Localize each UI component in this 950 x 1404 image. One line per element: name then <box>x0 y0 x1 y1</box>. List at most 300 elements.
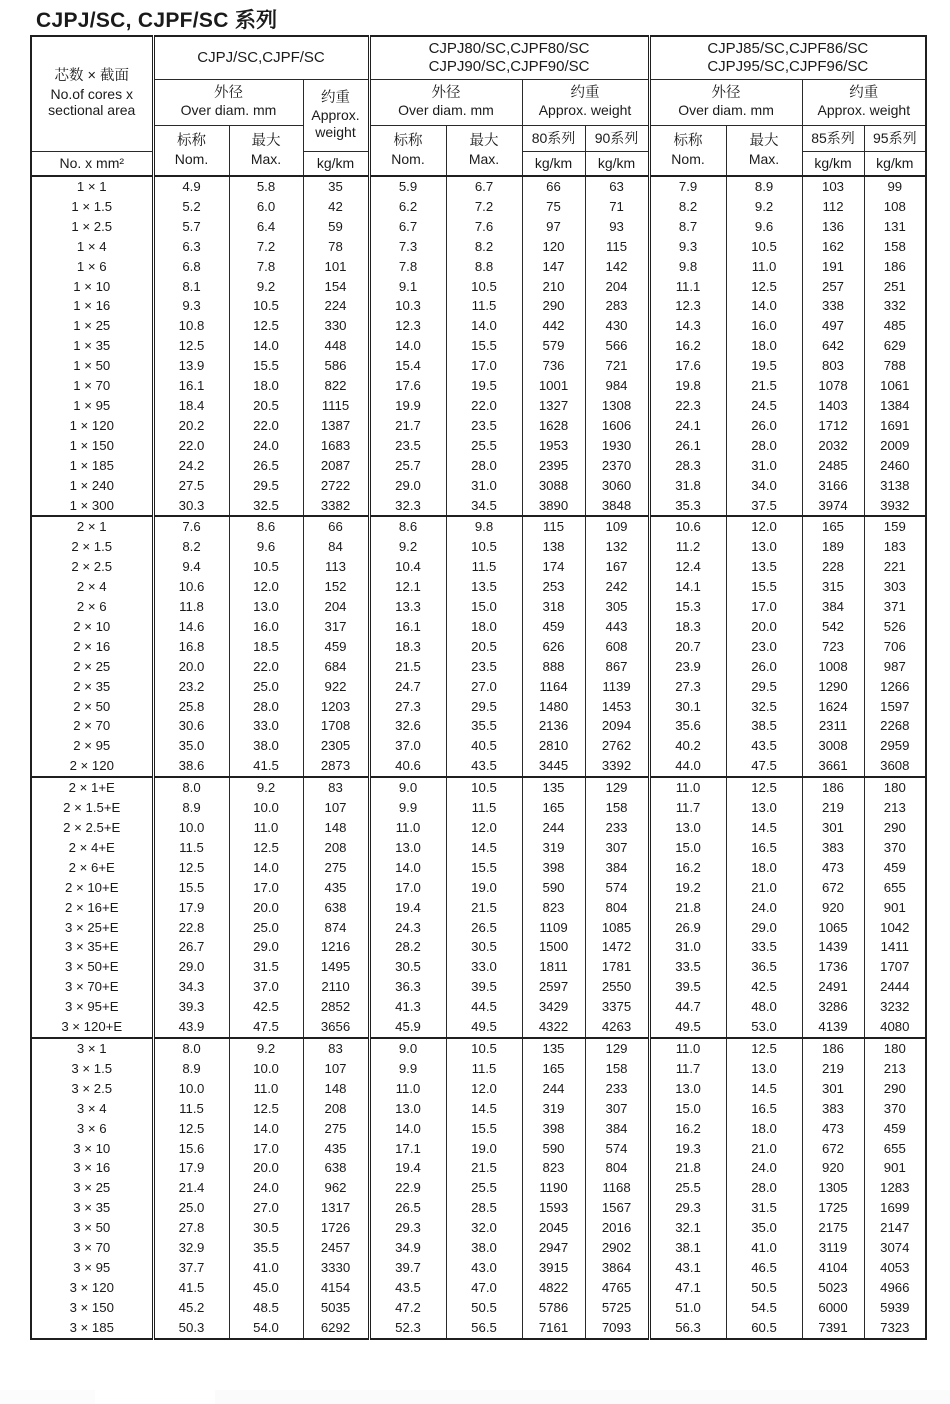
value-cell: 83 <box>303 1038 369 1059</box>
value-cell: 44.5 <box>446 997 522 1017</box>
value-cell: 14.1 <box>649 577 726 597</box>
table-row <box>31 1139 926 1159</box>
value-cell: 5.7 <box>153 217 229 237</box>
value-cell: 191 <box>802 257 864 277</box>
value-cell: 315 <box>802 577 864 597</box>
value-cell: 11.5 <box>446 798 522 818</box>
value-cell: 41.0 <box>229 1258 303 1278</box>
g3-unit95-header: kg/km <box>864 151 926 176</box>
row-label-cell: 1 × 10 <box>73 278 111 294</box>
value-cell: 9.2 <box>229 277 303 297</box>
row-label-cell: 2 × 50 <box>73 698 111 714</box>
value-cell: 574 <box>585 1139 649 1159</box>
value-cell: 189 <box>802 537 864 557</box>
footer-strip-left <box>0 1390 95 1404</box>
value-cell: 9.2 <box>229 777 303 798</box>
value-cell: 136 <box>802 217 864 237</box>
value-cell: 638 <box>303 898 369 918</box>
value-cell: 41.5 <box>229 756 303 777</box>
value-cell: 13.5 <box>446 577 522 597</box>
value-cell: 107 <box>303 1059 369 1079</box>
value-cell: 112 <box>802 197 864 217</box>
value-cell: 5939 <box>864 1298 926 1318</box>
value-cell: 21.8 <box>649 898 726 918</box>
value-cell: 12.5 <box>229 1099 303 1119</box>
value-cell: 3608 <box>864 756 926 777</box>
value-cell: 54.5 <box>726 1298 802 1318</box>
value-cell: 2016 <box>585 1218 649 1238</box>
value-cell: 2491 <box>802 977 864 997</box>
table-row <box>31 296 926 316</box>
value-cell: 27.0 <box>229 1198 303 1218</box>
value-cell: 448 <box>303 336 369 356</box>
value-cell: 38.0 <box>446 1238 522 1258</box>
row-label-cell: 3 × 10 <box>73 1140 111 1156</box>
table-row <box>31 918 926 938</box>
page-title: CJPJ/SC, CJPF/SC 系列 <box>36 9 278 32</box>
value-cell: 26.1 <box>649 436 726 456</box>
value-cell: 147 <box>522 257 585 277</box>
value-cell: 804 <box>585 1158 649 1178</box>
value-cell: 35 <box>303 176 369 197</box>
value-cell: 132 <box>585 537 649 557</box>
value-cell: 18.0 <box>726 336 802 356</box>
value-cell: 330 <box>303 316 369 336</box>
value-cell: 16.2 <box>649 858 726 878</box>
value-cell: 32.0 <box>446 1218 522 1238</box>
value-cell: 370 <box>864 1099 926 1119</box>
value-cell: 17.0 <box>369 878 446 898</box>
value-cell: 384 <box>585 858 649 878</box>
value-cell: 12.5 <box>726 1038 802 1059</box>
value-cell: 9.9 <box>369 798 446 818</box>
value-cell: 244 <box>522 1079 585 1099</box>
table-row <box>31 537 926 557</box>
value-cell: 31.0 <box>726 456 802 476</box>
row-label-cell: 3 × 25+E <box>64 919 119 935</box>
value-cell: 11.0 <box>726 257 802 277</box>
corner-header <box>31 36 153 151</box>
value-cell: 23.9 <box>649 657 726 677</box>
value-cell: 36.5 <box>726 957 802 977</box>
value-cell: 672 <box>802 878 864 898</box>
value-cell: 49.5 <box>446 1017 522 1038</box>
value-cell: 11.5 <box>153 838 229 858</box>
value-cell: 28.2 <box>369 937 446 957</box>
value-cell: 15.5 <box>153 878 229 898</box>
value-cell: 213 <box>864 798 926 818</box>
value-cell: 1327 <box>522 396 585 416</box>
table-row <box>31 436 926 456</box>
value-cell: 31.5 <box>229 957 303 977</box>
value-cell: 115 <box>522 516 585 537</box>
g3-weight-en: Approx. weight <box>817 102 911 119</box>
value-cell: 275 <box>303 1119 369 1139</box>
value-cell: 338 <box>802 296 864 316</box>
row-label-cell: 3 × 1.5 <box>71 1060 113 1076</box>
value-cell: 5.8 <box>229 176 303 197</box>
value-cell: 29.3 <box>649 1198 726 1218</box>
value-cell: 24.1 <box>649 416 726 436</box>
value-cell: 158 <box>864 237 926 257</box>
value-cell: 29.5 <box>726 677 802 697</box>
footer-strip-right <box>215 1390 950 1404</box>
g2-nom-en: Nom. <box>391 150 425 167</box>
value-cell: 29.0 <box>229 937 303 957</box>
value-cell: 383 <box>802 838 864 858</box>
value-cell: 459 <box>864 1119 926 1139</box>
value-cell: 19.5 <box>726 356 802 376</box>
value-cell: 13.0 <box>229 597 303 617</box>
value-cell: 10.5 <box>446 777 522 798</box>
value-cell: 1453 <box>585 697 649 717</box>
g2-max-zh: 最大 <box>469 133 499 150</box>
row-label-cell: 3 × 70+E <box>64 979 119 995</box>
value-cell: 13.0 <box>649 818 726 838</box>
g2-diam-header <box>369 79 522 125</box>
value-cell: 5023 <box>802 1278 864 1298</box>
value-cell: 987 <box>864 657 926 677</box>
value-cell: 33.0 <box>446 957 522 977</box>
value-cell: 1308 <box>585 396 649 416</box>
value-cell: 1283 <box>864 1178 926 1198</box>
value-cell: 2460 <box>864 456 926 476</box>
table-row <box>31 716 926 736</box>
g2-unit90-header: kg/km <box>585 151 649 176</box>
value-cell: 18.0 <box>726 1119 802 1139</box>
table-row <box>31 396 926 416</box>
value-cell: 25.0 <box>153 1198 229 1218</box>
value-cell: 13.5 <box>726 557 802 577</box>
table-row <box>31 1079 926 1099</box>
value-cell: 10.0 <box>153 1079 229 1099</box>
g1-weight-en1: Approx. <box>311 106 360 123</box>
g3-diam-zh: 外径 <box>711 84 741 101</box>
value-cell: 736 <box>522 356 585 376</box>
value-cell: 35.0 <box>726 1218 802 1238</box>
value-cell: 398 <box>522 1119 585 1139</box>
table-row <box>31 356 926 376</box>
value-cell: 19.5 <box>446 376 522 396</box>
value-cell: 44.0 <box>649 756 726 777</box>
value-cell: 25.8 <box>153 697 229 717</box>
table-row <box>31 1318 926 1339</box>
value-cell: 12.5 <box>229 316 303 336</box>
table-row <box>31 1298 926 1318</box>
value-cell: 371 <box>864 597 926 617</box>
value-cell: 3166 <box>802 476 864 496</box>
table-row <box>31 1178 926 1198</box>
value-cell: 14.5 <box>726 818 802 838</box>
value-cell: 18.4 <box>153 396 229 416</box>
value-cell: 28.5 <box>446 1198 522 1218</box>
value-cell: 11.2 <box>649 537 726 557</box>
table-row <box>31 1038 926 1059</box>
value-cell: 1411 <box>864 937 926 957</box>
value-cell: 148 <box>303 818 369 838</box>
table-row <box>31 1198 926 1218</box>
value-cell: 590 <box>522 1139 585 1159</box>
value-cell: 17.9 <box>153 898 229 918</box>
value-cell: 26.5 <box>369 1198 446 1218</box>
value-cell: 5786 <box>522 1298 585 1318</box>
value-cell: 16.1 <box>153 376 229 396</box>
value-cell: 31.8 <box>649 476 726 496</box>
value-cell: 1387 <box>303 416 369 436</box>
value-cell: 2370 <box>585 456 649 476</box>
table-row <box>31 336 926 356</box>
table-row <box>31 597 926 617</box>
table-row <box>31 257 926 277</box>
value-cell: 16.2 <box>649 1119 726 1139</box>
value-cell: 12.3 <box>369 316 446 336</box>
table-row <box>31 838 926 858</box>
value-cell: 1811 <box>522 957 585 977</box>
g2-unit80-header: kg/km <box>522 151 585 176</box>
value-cell: 2032 <box>802 436 864 456</box>
value-cell: 12.4 <box>649 557 726 577</box>
group1-title-line1: CJPJ/SC,CJPF/SC <box>197 48 325 66</box>
value-cell: 135 <box>522 777 585 798</box>
corner-header-en2: sectional area <box>48 102 136 119</box>
value-cell: 13.9 <box>153 356 229 376</box>
table-row <box>31 997 926 1017</box>
value-cell: 213 <box>864 1059 926 1079</box>
value-cell: 242 <box>585 577 649 597</box>
value-cell: 3915 <box>522 1258 585 1278</box>
value-cell: 221 <box>864 557 926 577</box>
value-cell: 4104 <box>802 1258 864 1278</box>
value-cell: 3074 <box>864 1238 926 1258</box>
value-cell: 10.5 <box>229 296 303 316</box>
value-cell: 10.5 <box>726 237 802 257</box>
value-cell: 219 <box>802 798 864 818</box>
value-cell: 51.0 <box>649 1298 726 1318</box>
value-cell: 1699 <box>864 1198 926 1218</box>
value-cell: 18.3 <box>369 637 446 657</box>
value-cell: 17.1 <box>369 1139 446 1159</box>
row-label-cell: 2 × 10 <box>73 618 111 634</box>
g3-series95-header: 95系列 <box>864 125 926 151</box>
value-cell: 459 <box>864 858 926 878</box>
row-label-cell: 2 × 10+E <box>64 879 119 895</box>
value-cell: 398 <box>522 858 585 878</box>
table-row <box>31 1099 926 1119</box>
value-cell: 1203 <box>303 697 369 717</box>
value-cell: 443 <box>585 617 649 637</box>
value-cell: 8.2 <box>649 197 726 217</box>
value-cell: 165 <box>522 1059 585 1079</box>
value-cell: 129 <box>585 777 649 798</box>
table-row <box>31 217 926 237</box>
value-cell: 7.8 <box>229 257 303 277</box>
value-cell: 183 <box>864 537 926 557</box>
value-cell: 159 <box>864 516 926 537</box>
row-label-cell: 1 × 95 <box>73 397 111 413</box>
value-cell: 307 <box>585 1099 649 1119</box>
value-cell: 7.9 <box>649 176 726 197</box>
value-cell: 721 <box>585 356 649 376</box>
value-cell: 1216 <box>303 937 369 957</box>
value-cell: 43.1 <box>649 1258 726 1278</box>
value-cell: 24.0 <box>726 1158 802 1178</box>
value-cell: 473 <box>802 858 864 878</box>
g1-nom-en: Nom. <box>174 150 209 167</box>
value-cell: 497 <box>802 316 864 336</box>
value-cell: 19.2 <box>649 878 726 898</box>
value-cell: 63 <box>585 176 649 197</box>
value-cell: 15.0 <box>446 597 522 617</box>
value-cell: 29.5 <box>446 697 522 717</box>
value-cell: 655 <box>864 878 926 898</box>
row-label-cell: 1 × 300 <box>69 497 114 513</box>
value-cell: 5035 <box>303 1298 369 1318</box>
value-cell: 6.7 <box>369 217 446 237</box>
value-cell: 2268 <box>864 716 926 736</box>
value-cell: 45.9 <box>369 1017 446 1038</box>
row-label-cell: 1 × 2.5 <box>71 218 113 234</box>
value-cell: 803 <box>802 356 864 376</box>
value-cell: 11.8 <box>153 597 229 617</box>
value-cell: 2959 <box>864 736 926 756</box>
table-row <box>31 376 926 396</box>
row-label-cell: 3 × 35+E <box>64 939 119 955</box>
value-cell: 2444 <box>864 977 926 997</box>
g2-weight-zh: 约重 <box>570 84 600 101</box>
value-cell: 3375 <box>585 997 649 1017</box>
value-cell: 56.3 <box>649 1318 726 1339</box>
value-cell: 17.6 <box>649 356 726 376</box>
table-row <box>31 756 926 777</box>
table-row <box>31 878 926 898</box>
value-cell: 11.0 <box>229 1079 303 1099</box>
value-cell: 11.7 <box>649 1059 726 1079</box>
value-cell: 1290 <box>802 677 864 697</box>
value-cell: 38.5 <box>726 716 802 736</box>
value-cell: 638 <box>303 1158 369 1178</box>
value-cell: 2722 <box>303 476 369 496</box>
table-row <box>31 416 926 436</box>
value-cell: 1781 <box>585 957 649 977</box>
value-cell: 4263 <box>585 1017 649 1038</box>
table-row <box>31 476 926 496</box>
value-cell: 723 <box>802 637 864 657</box>
value-cell: 290 <box>864 818 926 838</box>
value-cell: 30.5 <box>369 957 446 977</box>
value-cell: 8.2 <box>153 537 229 557</box>
value-cell: 32.3 <box>369 496 446 517</box>
value-cell: 7.3 <box>369 237 446 257</box>
value-cell: 1736 <box>802 957 864 977</box>
value-cell: 9.9 <box>369 1059 446 1079</box>
value-cell: 24.5 <box>726 396 802 416</box>
value-cell: 1115 <box>303 396 369 416</box>
g1-max-header <box>229 125 303 176</box>
value-cell: 15.5 <box>446 336 522 356</box>
value-cell: 5.9 <box>369 176 446 197</box>
value-cell: 14.0 <box>726 296 802 316</box>
value-cell: 20.7 <box>649 637 726 657</box>
value-cell: 14.0 <box>369 858 446 878</box>
value-cell: 384 <box>585 1119 649 1139</box>
value-cell: 24.7 <box>369 677 446 697</box>
value-cell: 2136 <box>522 716 585 736</box>
value-cell: 25.5 <box>446 1178 522 1198</box>
value-cell: 11.5 <box>153 1099 229 1119</box>
value-cell: 13.0 <box>649 1079 726 1099</box>
value-cell: 47.1 <box>649 1278 726 1298</box>
value-cell: 473 <box>802 1119 864 1139</box>
value-cell: 4966 <box>864 1278 926 1298</box>
value-cell: 6.8 <box>153 257 229 277</box>
value-cell: 14.6 <box>153 617 229 637</box>
value-cell: 44.7 <box>649 997 726 1017</box>
value-cell: 12.5 <box>726 777 802 798</box>
value-cell: 10.0 <box>229 1059 303 1079</box>
value-cell: 219 <box>802 1059 864 1079</box>
value-cell: 32.1 <box>649 1218 726 1238</box>
value-cell: 1953 <box>522 436 585 456</box>
value-cell: 113 <box>303 557 369 577</box>
value-cell: 12.5 <box>726 277 802 297</box>
value-cell: 8.8 <box>446 257 522 277</box>
value-cell: 251 <box>864 277 926 297</box>
value-cell: 22.3 <box>649 396 726 416</box>
value-cell: 18.0 <box>726 858 802 878</box>
value-cell: 101 <box>303 257 369 277</box>
g1-weight-header <box>303 79 369 151</box>
value-cell: 1472 <box>585 937 649 957</box>
corner-unit-header: No. x mm² <box>31 151 153 176</box>
value-cell: 8.0 <box>153 1038 229 1059</box>
value-cell: 12.3 <box>649 296 726 316</box>
value-cell: 2087 <box>303 456 369 476</box>
value-cell: 15.3 <box>649 597 726 617</box>
value-cell: 10.4 <box>369 557 446 577</box>
value-cell: 48.0 <box>726 997 802 1017</box>
value-cell: 24.0 <box>726 898 802 918</box>
value-cell: 804 <box>585 898 649 918</box>
table-row <box>31 1218 926 1238</box>
table-row <box>31 1059 926 1079</box>
value-cell: 579 <box>522 336 585 356</box>
value-cell: 1593 <box>522 1198 585 1218</box>
g2-diam-zh: 外径 <box>431 84 461 101</box>
value-cell: 20.2 <box>153 416 229 436</box>
value-cell: 135 <box>522 1038 585 1059</box>
value-cell: 22.0 <box>153 436 229 456</box>
value-cell: 37.0 <box>369 736 446 756</box>
value-cell: 38.6 <box>153 756 229 777</box>
value-cell: 19.3 <box>649 1139 726 1159</box>
value-cell: 233 <box>585 818 649 838</box>
value-cell: 12.5 <box>153 336 229 356</box>
value-cell: 17.0 <box>229 878 303 898</box>
value-cell: 167 <box>585 557 649 577</box>
g3-weight-zh: 约重 <box>849 84 879 101</box>
value-cell: 52.3 <box>369 1318 446 1339</box>
g3-series85-header: 85系列 <box>802 125 864 151</box>
value-cell: 1168 <box>585 1178 649 1198</box>
value-cell: 21.5 <box>369 657 446 677</box>
value-cell: 66 <box>303 516 369 537</box>
value-cell: 154 <box>303 277 369 297</box>
value-cell: 39.5 <box>446 977 522 997</box>
g1-diam-en: Over diam. mm <box>180 102 277 119</box>
table-row <box>31 677 926 697</box>
value-cell: 37.5 <box>726 496 802 517</box>
value-cell: 6000 <box>802 1298 864 1318</box>
